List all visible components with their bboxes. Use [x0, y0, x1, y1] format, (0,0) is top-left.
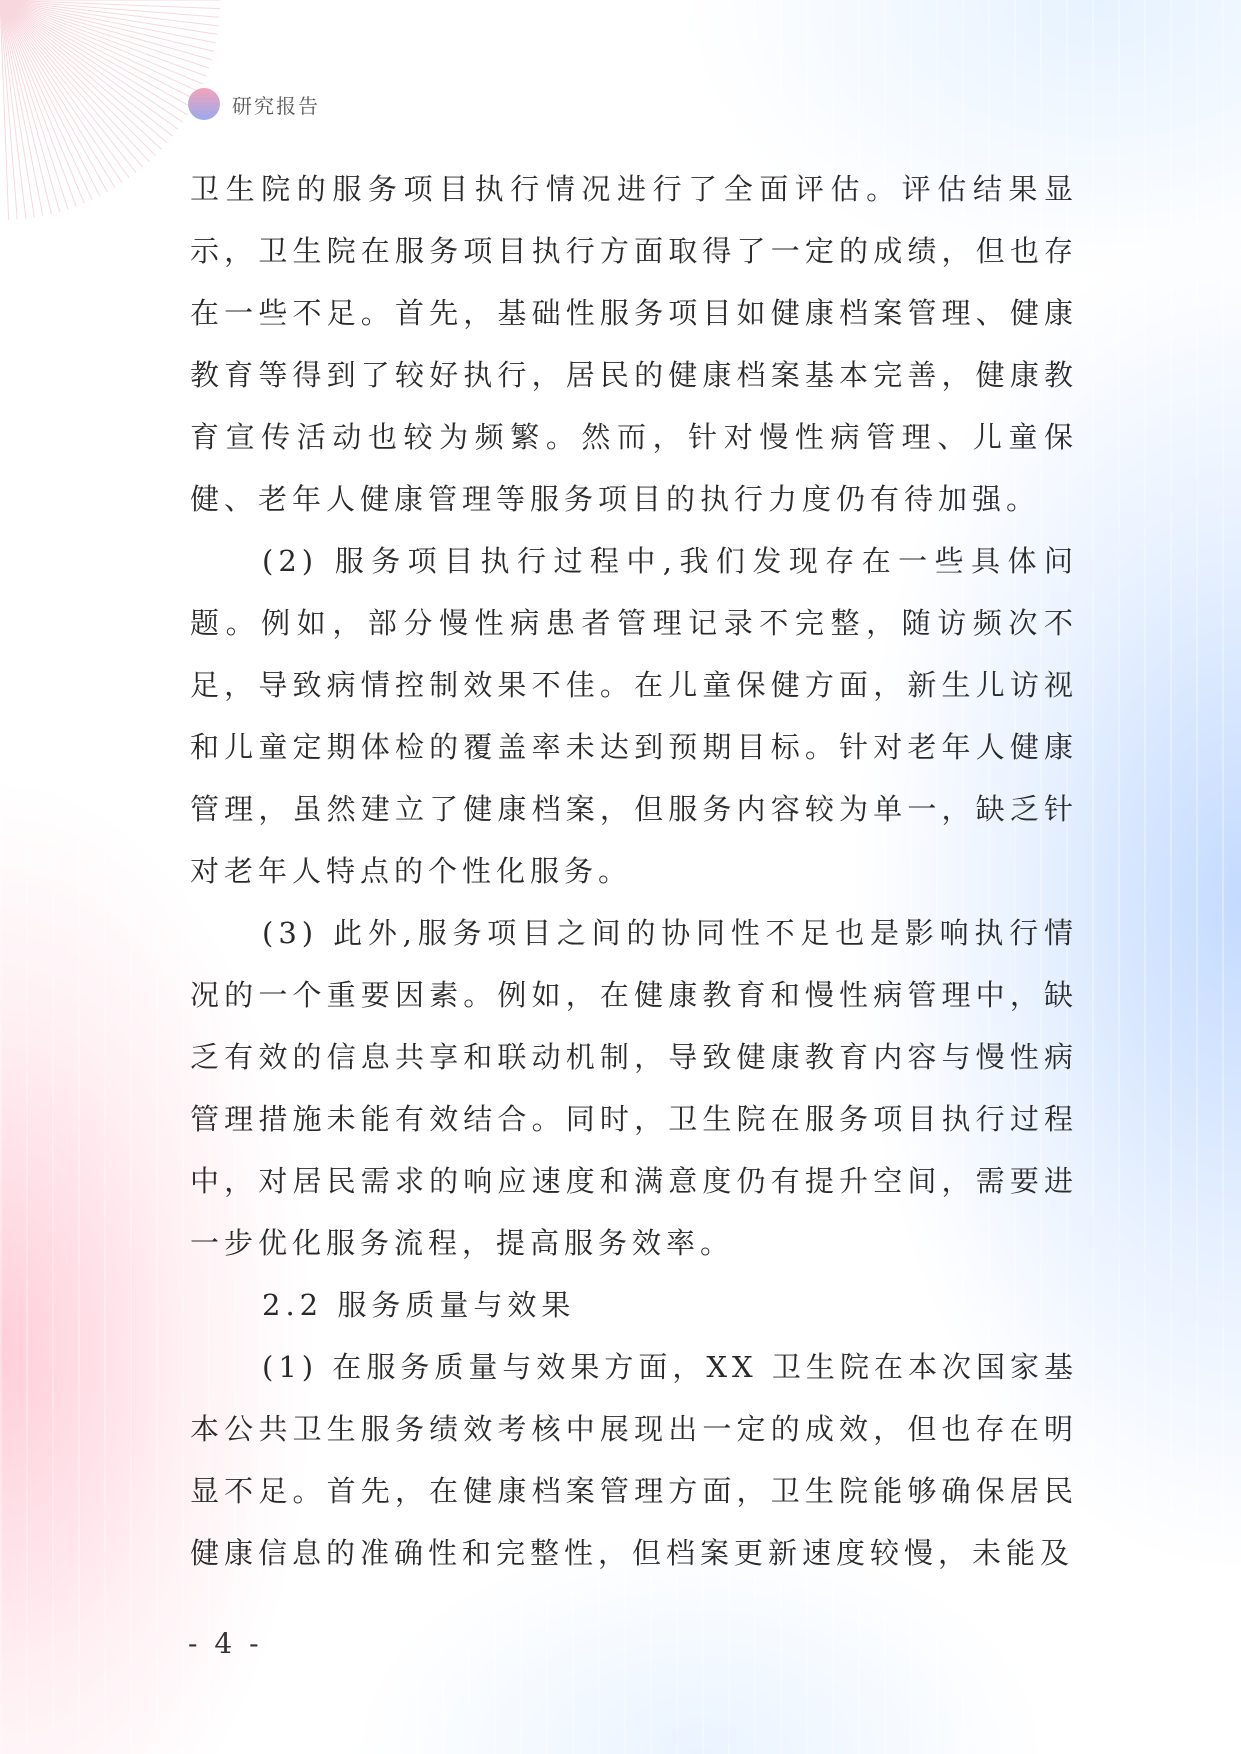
corner-ray-line [0, 0, 107, 192]
report-header [188, 88, 320, 120]
corner-ray-line [0, 0, 196, 100]
corner-ray-line [0, 0, 167, 143]
header-title: 研究报告 [232, 93, 320, 118]
paragraph-1: 卫生院的服务项目执行情况进行了全面评估。评估结果显示，卫生院在服务项目执行方面取得了一定的成绩，但也存在一些不足。首先，基础性服务项目如健康档案管理、健康教育等得到了较好执行，居民的健康档案基本完善，健康教育宣传活动也较为频繁。然而，针对慢性病管理、儿童保健、老年人健康管理等服务项目的执行力度仍有待加强。 [190, 172, 1078, 516]
corner-ray-line [0, 0, 188, 115]
page-number: - 4 - [188, 1627, 263, 1660]
corner-ray-line [0, 0, 206, 76]
paragraph-4: (1) 在服务质量与效果方面，XX 卫生院在本次国家基本公共卫生服务绩效考核中展现出一定的成效，但也存在明显不足。首先，在健康档案管理方面，卫生院能够确保居民健康信息的准确性和完整性，但档案更新速度较慢，未能及 [190, 1350, 1078, 1570]
corner-ray-line [0, 0, 115, 188]
paragraph-2: (2) 服务项目执行过程中,我们发现存在一些具体问题。例如，部分慢性病患者管理记录不完整，随访频次不足，导致病情控制效果不佳。在儿童保健方面，新生儿访视和儿童定期体检的覆盖率未达到预期目标。针对老年人健康管理，虽然建立了健康档案，但服务内容较为单一，缺乏针对老年人特点的个性化服务。 [190, 544, 1078, 888]
paragraph-3: (3) 此外,服务项目之间的协同性不足也是影响执行情况的一个重要因素。例如，在健康教育和慢性病管理中，缺乏有效的信息共享和联动机制，导致健康教育内容与慢性病管理措施未能有效结合。同时，卫生院在服务项目执行过程中，对居民需求的响应速度和满意度仍有提升空间，需要进一步优化服务流程，提高服务效率。 [190, 916, 1078, 1260]
corner-ray-line [0, 0, 143, 167]
corner-ray-line [0, 0, 100, 196]
section-heading: 2.2 服务质量与效果 [262, 1288, 576, 1322]
corner-ray-line [0, 0, 192, 107]
corner-ray-pattern [0, 0, 220, 220]
corner-ray-line [0, 0, 156, 156]
corner-ray-line [0, 0, 217, 34]
logo-circle-icon [188, 88, 220, 120]
corner-ray-line [0, 0, 76, 206]
corner-ray-line [0, 0, 34, 217]
document-body [190, 158, 1078, 1584]
